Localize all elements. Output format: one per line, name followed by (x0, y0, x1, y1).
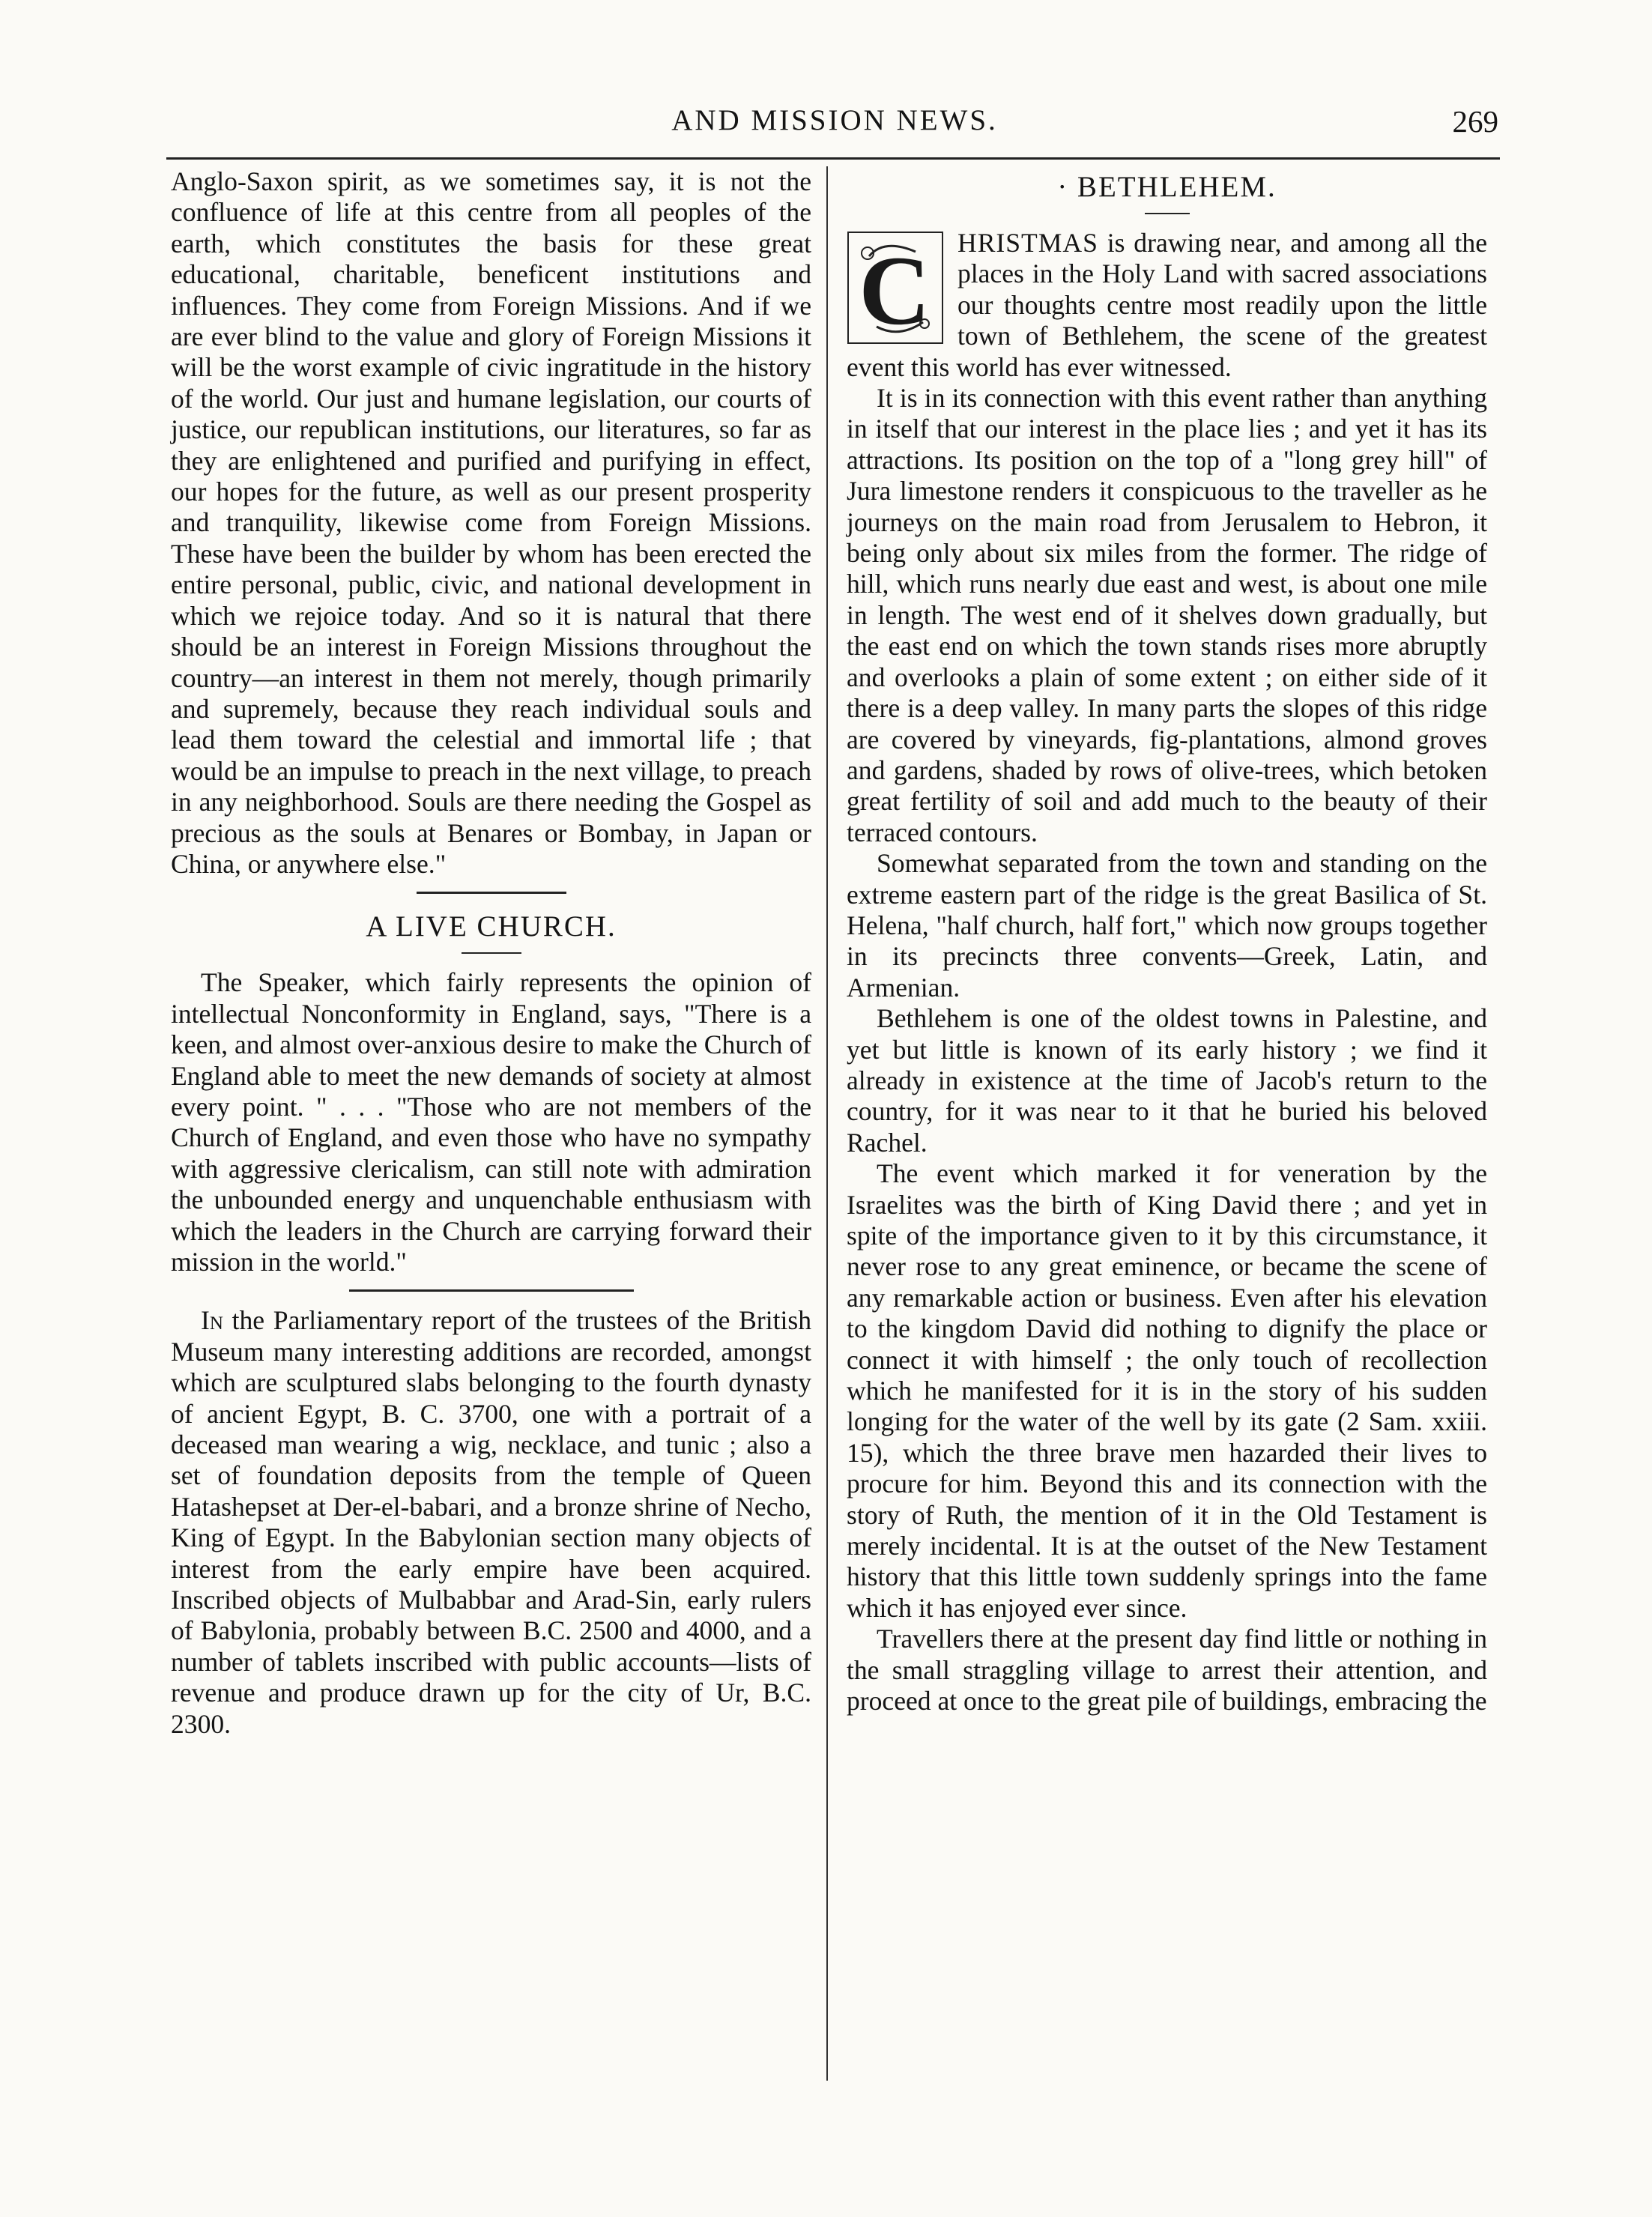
heading-rule (1145, 213, 1190, 214)
ornamental-dropcap-icon (847, 231, 944, 345)
column-divider (826, 166, 828, 2081)
bethlehem-heading: · BETHLEHEM. (1057, 171, 1277, 203)
paragraph-basilica: Somewhat separated from the town and standing on the extreme eastern part of the ridge is the great Basilica of St. Helena, "half church, half fort," which now groups together in its precincts three convents—Greek, Latin, and Armenian. (847, 848, 1487, 1002)
paragraph-david: The event which marked it for veneration by the Israelites was the birth of King David there ; and yet in spite of the importance given to it by this circumstance, it never rose to any great eminence, or became the scene of any remarkable action or business. Even after his elevation to the kingdom David did nothing to dignify the place or connect it with himself ; the only touch of recollection which he manifested for it is in the story of his sudden longing for the water of the well by its gate (2 Sam. xxiii. 15), which the three brave men hazarded their lives to procure for him. Beyond this and its connection with the story of Ruth, the mention of it in the Old Testament is merely incidental. It is at the outset of the New Testament history that this little town suddenly springs into the fame which it has enjoyed ever since. (847, 1158, 1487, 1623)
paragraph-position: It is in its connection with this event rather than anything in itself that our interest in the place lies ; and yet it has its attractions. Its position on the top of a "long grey hill" of Jura limestone renders it conspicuous to the traveller as he journeys on the main road from Jerusalem to Hebron, it being only about six miles from the former. The ridge of hill, which runs nearly due east and west, is about one mile in length. The west end of it shelves down gradually, but the east end on which the town stands rises more abruptly and overlooks a plain of some extent ; on either side of it there is a deep valley. In many parts the slopes of this ridge are covered by vineyards, fig-plantations, almond groves and gardens, shaded by rows of olive-trees, which betoken great fertility of soil and add much to the beauty of their terraced contours. (847, 383, 1487, 847)
header-rule (166, 157, 1500, 160)
continued-paragraph: Anglo-Saxon spirit, as we sometimes say, it is not the confluence of life at this centre from all peoples of the earth, which constitutes the basis for these great educational, charitable, beneficent institutions and influences. They come from Foreign Missions. And if we are ever blind to the value and glory of Foreign Missions it will be the worst example of civic ingratitude in the history of the world. Our just and humane legislation, our courts of justice, our republican institutions, our literatures, so far as they are enlightened and purified and purifying in effect, our hopes for the future, as well as our present prosperity and tranquility, likewise come from Foreign Missions. These have been the builder by whom has been erected the entire personal, public, civic, and national development in which we rejoice today. And so it is natural that there should be an interest in Foreign Missions throughout the country—an interest in them not merely, though primarily and supremely, because they reach individual souls and lead them toward the celestial and immortal life ; that would be an impulse to preach in the next village, to preach in any neighborhood. Souls are there needing the Gospel as precious as the souls at Benares or Bombay, in Japan or China, or anywhere else." (171, 166, 811, 879)
left-column (171, 166, 811, 1740)
bethlehem-intro-paragraph (847, 228, 1487, 383)
paragraph-history: Bethlehem is one of the oldest towns in Palestine, and yet but little is known of its early history ; we find it already in existence at the time of Jacob's return to the country, for it was near to it that he buried his beloved Rachel. (847, 1003, 1487, 1158)
museum-text: the Parliamentary report of the trustees of the British Museum many interesting additions are recorded, amongst which are sculptured slabs belonging to the fourth dynasty of ancient Egypt, B. C. 3700, one with a portrait of a deceased man wearing a wig, necklace, and tunic ; also a set of foundation deposits from the temple of Queen Hatashepset at Der-el-babari, and a bronze shrine of Necho, King of Egypt. In the Babylonian section many objects of interest from the early empire have been acquired. Inscribed objects of Mulbabbar and Arad-Sin, early rulers of Babylonia, probably between B.C. 2500 and 4000, and a number of tablets inscribed with public accounts—lists of revenue and produce drawn up for the city of Ur, B.C. 2300. (171, 1305, 811, 1739)
dropcap-letter: C (859, 235, 931, 345)
running-head: AND MISSION NEWS. (671, 104, 998, 136)
heading-rule (462, 952, 521, 954)
museum-paragraph (171, 1305, 811, 1740)
page-header (171, 103, 1498, 156)
intro-text: is drawing near, and among all the places in the Holy Land with sacred associations our thoughts centre most readily upon the little town of Bethlehem, the scene of the greatest event this world has ever witnessed. (847, 228, 1487, 382)
paragraph-travellers: Travellers there at the present day find little or nothing in the small straggling village to arrest their attention, and proceed at once to the great pile of buildings, embracing the (847, 1624, 1487, 1717)
intro-lead-word: HRISTMAS (957, 228, 1098, 258)
page-number: 269 (1452, 104, 1498, 139)
live-church-paragraph: The Speaker, which fairly represents the opinion of intellectual Nonconformity in England, says, "There is a keen, and almost over-anxious desire to make the Church of England able to meet the new demands of society at almost every point. " . . . "Those who are not members of the Church of England, and even those who have no sympathy with aggressive clericalism, can still note with admiration the unbounded energy and unquenchable enthusiasm with which the leaders in the Church are carrying forward their mission in the world." (171, 967, 811, 1277)
right-column (847, 166, 1487, 1717)
section-rule (349, 1289, 634, 1292)
museum-lead-word: In (201, 1305, 223, 1336)
section-rule (417, 892, 566, 894)
live-church-heading: A LIVE CHURCH. (366, 910, 617, 943)
